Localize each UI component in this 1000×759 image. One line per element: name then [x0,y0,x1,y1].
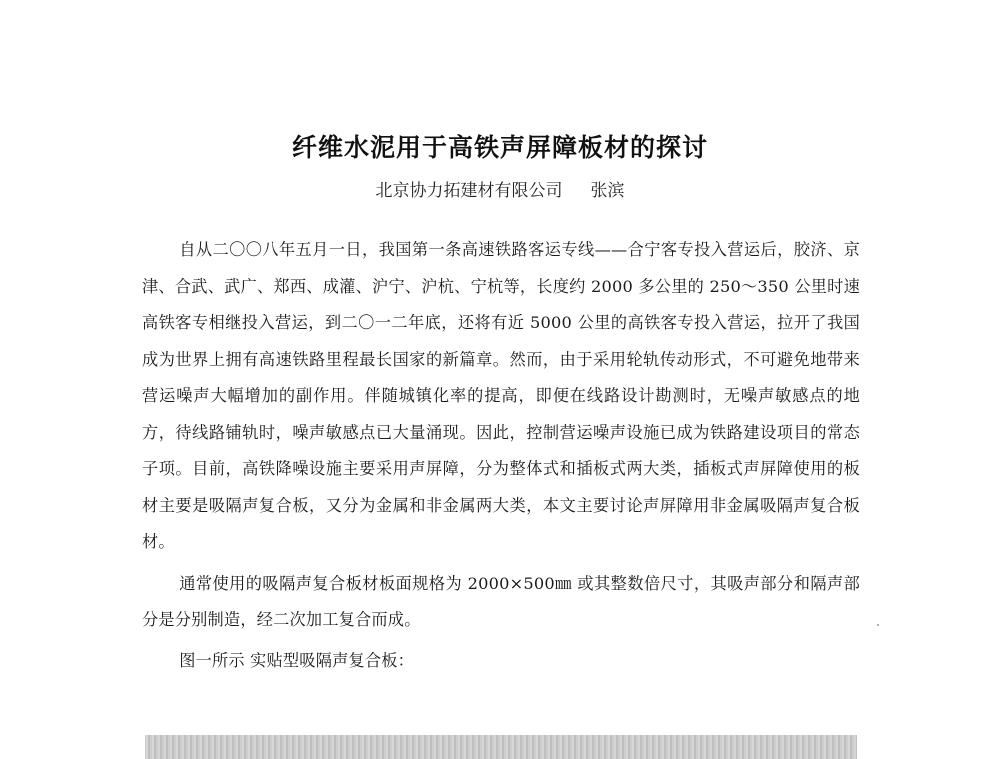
scan-speck [877,624,879,626]
body-text [142,232,860,679]
byline [0,176,1000,201]
paragraph-2: 通常使用的吸隔声复合板材板面规格为 2000×500㎜ 或其整数倍尺寸，其吸声部分和隔声部分是分别制造，经二次加工复合而成。 [142,573,860,629]
document-title: 纤维水泥用于高铁声屏障板材的探讨 [291,133,708,162]
figure-caption: 图一所示 实贴型吸隔声复合板： [179,650,415,670]
author-name: 张滨 [590,181,625,201]
author-organization: 北京协力拓建材有限公司 [375,181,563,201]
paragraph-1: 自从二〇〇八年五月一日，我国第一条高速铁路客运专线——合宁客专投入营运后，胶济、京津、合武、武广、郑西、成灌、沪宁、沪杭、宁杭等，长度约 2000 多公里的 250～350 公里时速高铁客专相继投入营运，到二〇一二年底，还将有近 5000 公里的高铁客专投入营运，拉开了我国成为世界上拥有高速铁路里程最长国家的新篇章。然而，由于采用轮轨传动形式，不可避免地带来营运噪声大幅增加的副作用。伴随城镇化率的提高，即便在线路设计勘测时，无噪声敏感点的地方，待线路铺轨时，噪声敏感点已大量涌现。因此，控制营运噪声设施已成为铁路建设项目的常态子项。目前，高铁降噪设施主要采用声屏障，分为整体式和插板式两大类，插板式声屏障使用的板材主要是吸隔声复合板，又分为金属和非金属两大类，本文主要讨论声屏障用非金属吸隔声复合板材。 [142,240,860,551]
figure-image-top-edge [145,735,857,759]
